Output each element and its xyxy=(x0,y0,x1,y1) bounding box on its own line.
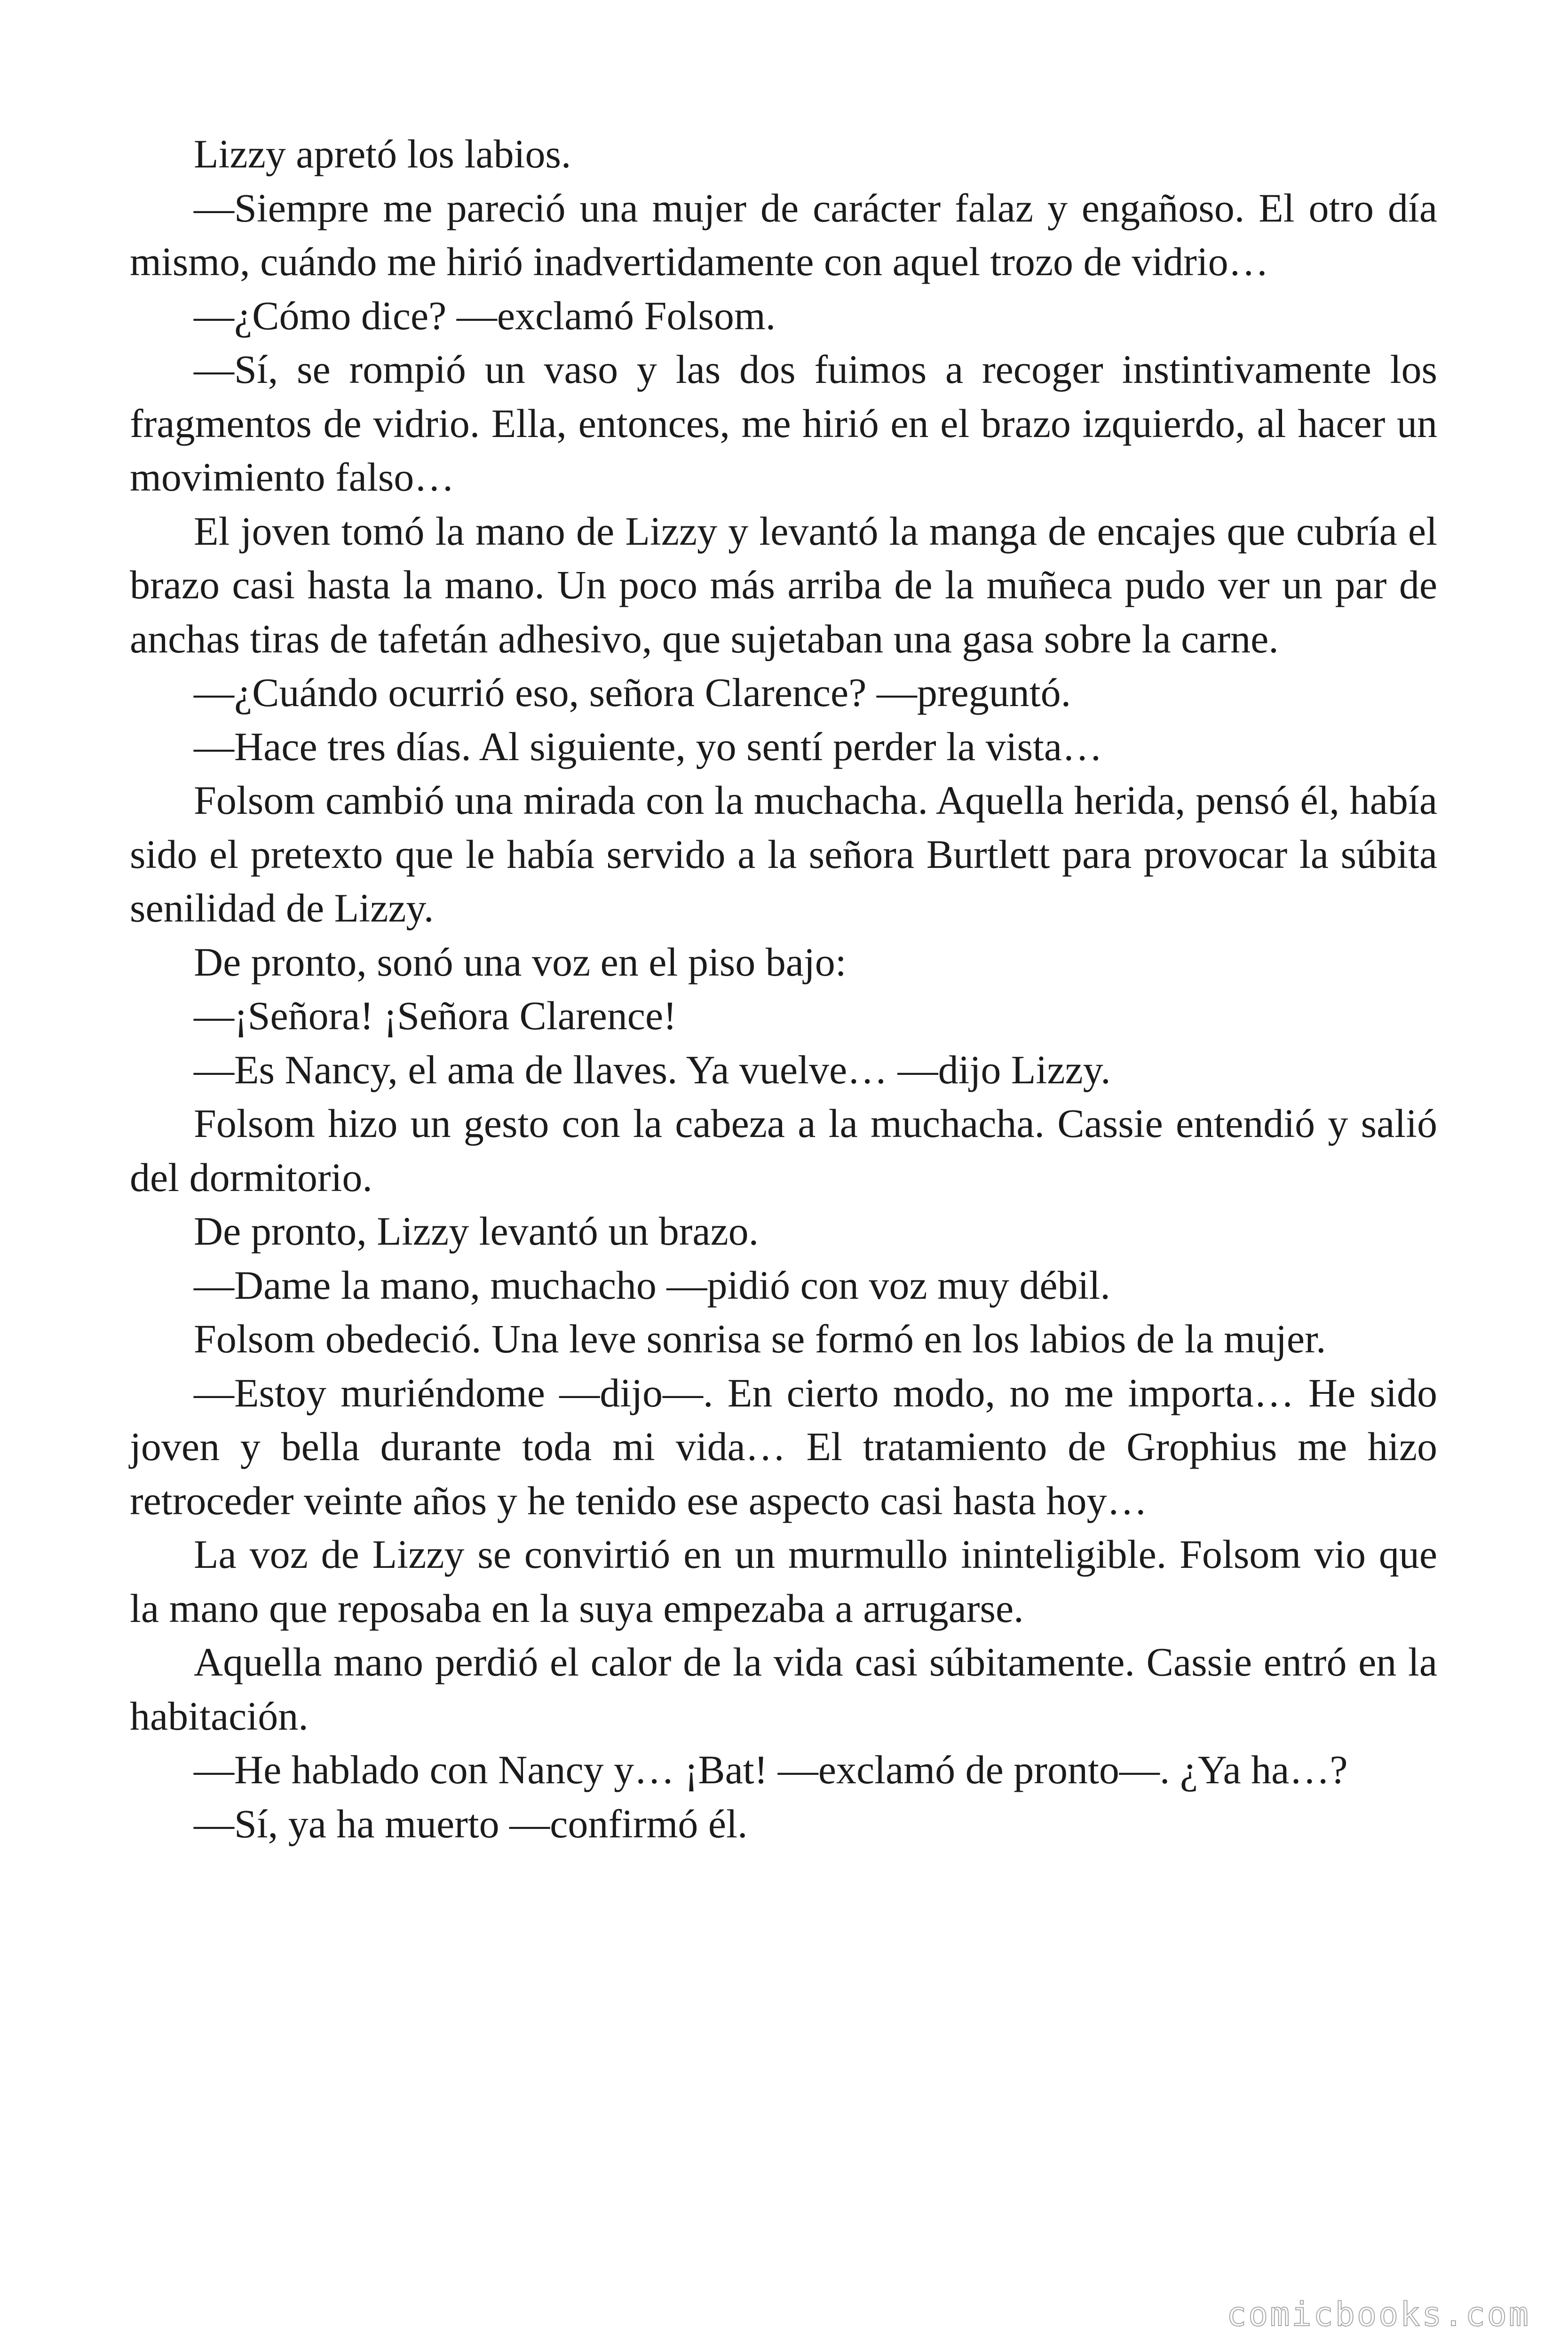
paragraph: Folsom cambió una mirada con la muchacha. Aquella herida, pensó él, había sido el pretexto que le había servido a la señora Burtlett para provocar la súbita senilidad de Lizzy. xyxy=(130,778,1437,930)
paragraph: —Hace tres días. Al siguiente, yo sentí perder la vista… xyxy=(194,723,1103,769)
paragraph: Lizzy apretó los labios. xyxy=(194,131,571,176)
paragraph: Folsom obedeció. Una leve sonrisa se formó en los labios de la mujer. xyxy=(194,1316,1326,1361)
paragraph: De pronto, Lizzy levantó un brazo. xyxy=(194,1208,759,1254)
paragraph: —¿Cómo dice? —exclamó Folsom. xyxy=(194,293,776,338)
paragraph: —Estoy muriéndome —dijo—. En cierto modo, no me importa… He sido joven y bella durante toda mi vida… El tratamiento de Grophius me hizo retroceder veinte años y he tenido ese aspecto casi hasta hoy… xyxy=(130,1370,1437,1523)
paragraph: La voz de Lizzy se convirtió en un murmullo ininteligible. Folsom vio que la mano que reposaba en la suya empezaba a arrugarse. xyxy=(130,1532,1437,1631)
paragraph: —Siempre me pareció una mujer de carácter falaz y engañoso. El otro día mismo, cuándo me hirió inadvertidamente con aquel trozo de vidrio… xyxy=(130,185,1437,284)
paragraph: —Dame la mano, muchacho —pidió con voz muy débil. xyxy=(194,1262,1110,1308)
paragraph: De pronto, sonó una voz en el piso bajo: xyxy=(194,939,847,985)
paragraph: Aquella mano perdió el calor de la vida casi súbitamente. Cassie entró en la habitación. xyxy=(130,1639,1437,1739)
paragraph: —Sí, ya ha muerto —confirmó él. xyxy=(194,1801,748,1846)
paragraph: El joven tomó la mano de Lizzy y levantó la manga de encajes que cubría el brazo casi hasta la mano. Un poco más arriba de la muñeca pudo ver un par de anchas tiras de tafetán adhesivo, que sujetaban una gasa sobre la carne. xyxy=(130,508,1437,661)
paragraph: —Es Nancy, el ama de llaves. Ya vuelve… —dijo Lizzy. xyxy=(194,1047,1111,1092)
paragraph: —¿Cuándo ocurrió eso, señora Clarence? —preguntó. xyxy=(194,670,1071,715)
watermark: comicbooks.com xyxy=(1226,2295,1530,2334)
paragraph: Folsom hizo un gesto con la cabeza a la muchacha. Cassie entendió y salió del dormitorio. xyxy=(130,1101,1437,1200)
paragraph: —He hablado con Nancy y… ¡Bat! —exclamó de pronto—. ¿Ya ha…? xyxy=(194,1747,1348,1792)
body-text xyxy=(130,127,1437,1851)
paragraph: —¡Señora! ¡Señora Clarence! xyxy=(194,993,677,1038)
paragraph: —Sí, se rompió un vaso y las dos fuimos a recoger instintivamente los fragmentos de vidrio. Ella, entonces, me hirió en el brazo izquierdo, al hacer un movimiento falso… xyxy=(130,347,1437,500)
